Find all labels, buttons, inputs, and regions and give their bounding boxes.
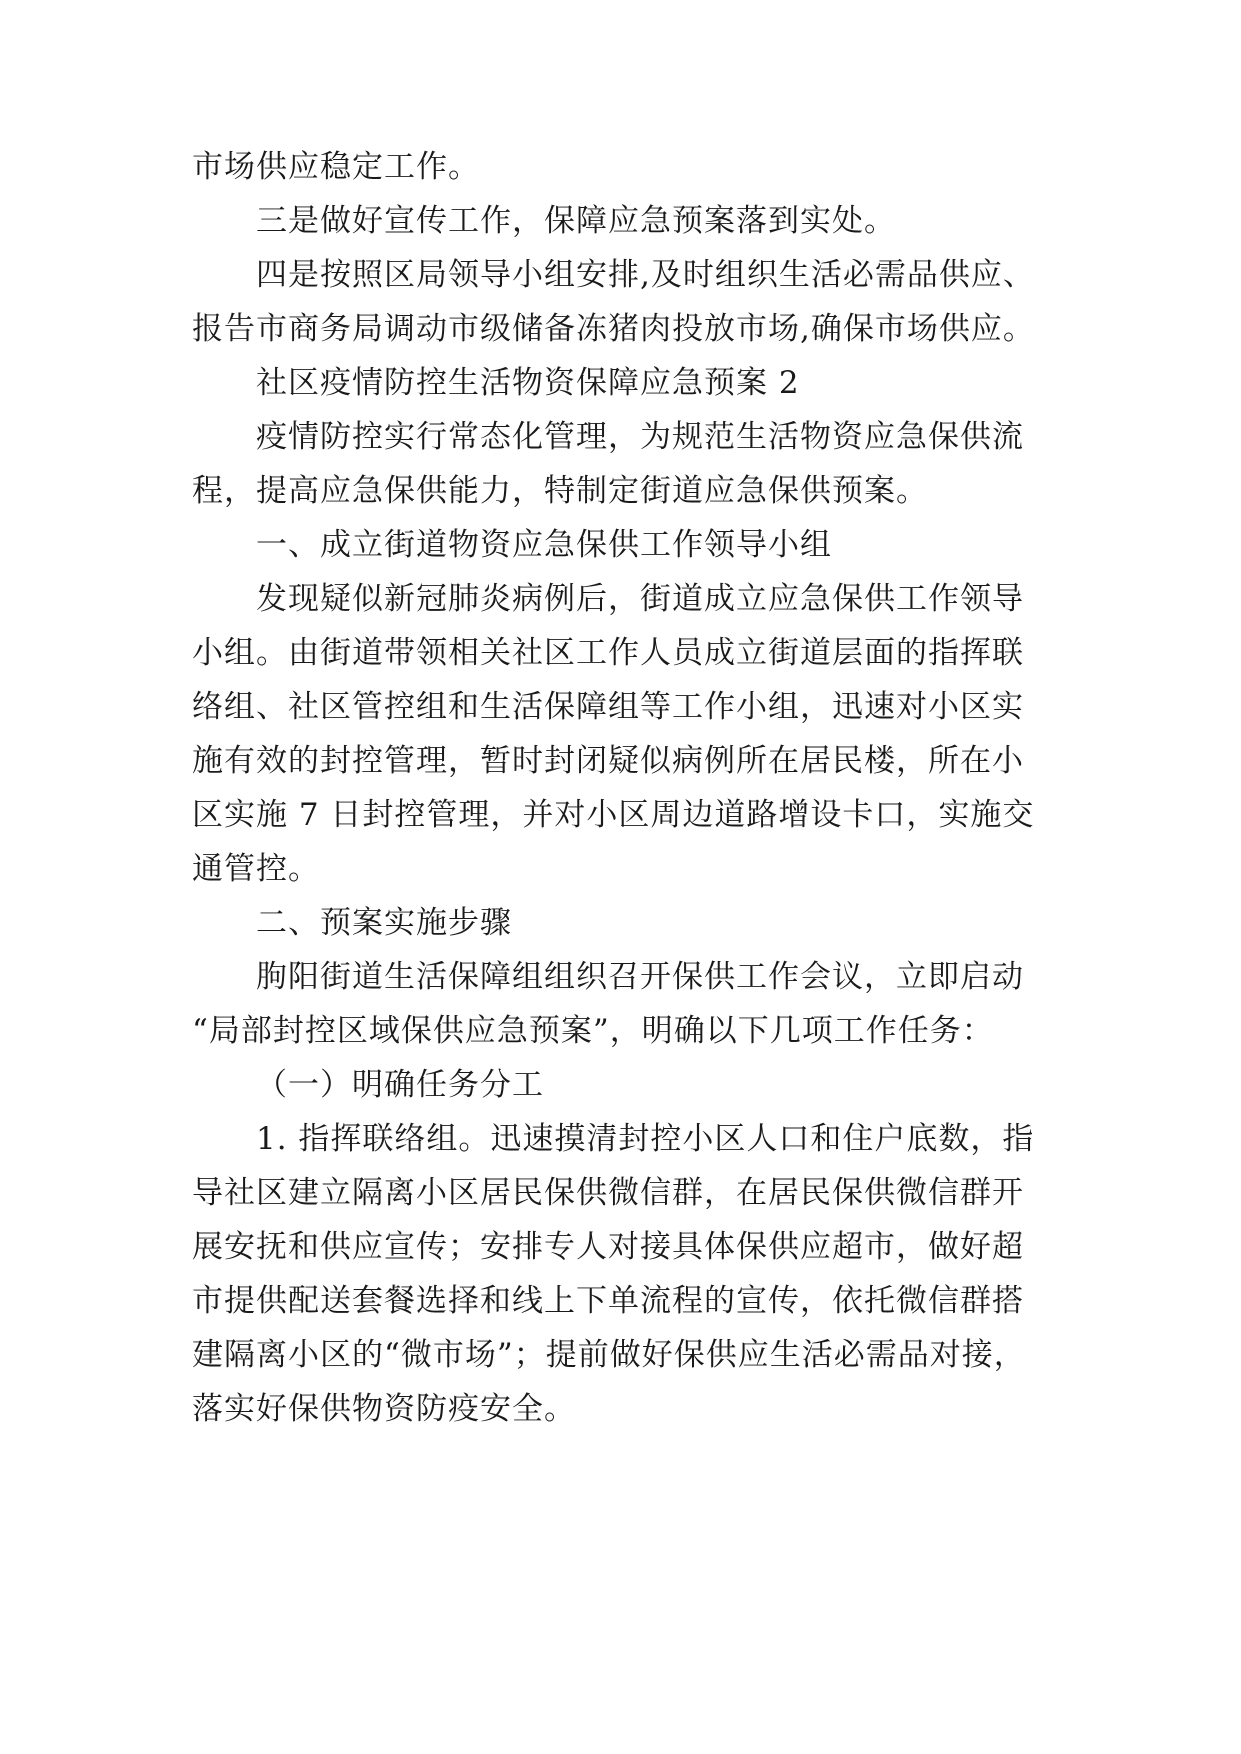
text-line: 建隔离小区的“微市场”；提前做好保供应生活必需品对接， <box>192 1337 1026 1373</box>
subsection-heading: （一）明确任务分工 <box>256 1067 544 1103</box>
text-line: 小组。由街道带领相关社区工作人员成立街道层面的指挥联 <box>192 635 1024 671</box>
section-heading: 一、成立街道物资应急保供工作领导小组 <box>256 527 832 563</box>
text-line: “局部封控区域保供应急预案”，明确以下几项工作任务： <box>192 1013 994 1049</box>
text-line: 报告市商务局调动市级储备冻猪肉投放市场,确保市场供应。 <box>192 311 1035 347</box>
text-line: 三是做好宣传工作，保障应急预案落到实处。 <box>256 203 896 239</box>
text-line: 市场供应稳定工作。 <box>192 149 480 185</box>
text-line: 市提供配送套餐选择和线上下单流程的宣传，依托微信群搭 <box>192 1283 1024 1319</box>
text-line: 朐阳街道生活保障组组织召开保供工作会议，立即启动 <box>256 959 1024 995</box>
text-line: 区实施 7 日封控管理，并对小区周边道路增设卡口，实施交 <box>192 797 1035 833</box>
text-line: 1. 指挥联络组。迅速摸清封控小区人口和住户底数，指 <box>256 1121 1035 1157</box>
text-line: 落实好保供物资防疫安全。 <box>192 1391 576 1427</box>
text-line: 发现疑似新冠肺炎病例后，街道成立应急保供工作领导 <box>256 581 1024 617</box>
text-line: 展安抚和供应宣传；安排专人对接具体保供应超市，做好超 <box>192 1229 1024 1265</box>
text-line: 程，提高应急保供能力，特制定街道应急保供预案。 <box>192 473 928 509</box>
text-line: 导社区建立隔离小区居民保供微信群，在居民保供微信群开 <box>192 1175 1024 1211</box>
text-line: 施有效的封控管理，暂时封闭疑似病例所在居民楼，所在小 <box>192 743 1024 779</box>
text-line: 四是按照区局领导小组安排,及时组织生活必需品供应、 <box>256 257 1035 293</box>
text-line: 疫情防控实行常态化管理，为规范生活物资应急保供流 <box>256 419 1024 455</box>
section-heading: 二、预案实施步骤 <box>256 905 512 941</box>
text-line: 通管控。 <box>192 851 320 887</box>
text-line: 络组、社区管控组和生活保障组等工作小组，迅速对小区实 <box>192 689 1024 725</box>
section-title: 社区疫情防控生活物资保障应急预案 2 <box>256 365 800 401</box>
